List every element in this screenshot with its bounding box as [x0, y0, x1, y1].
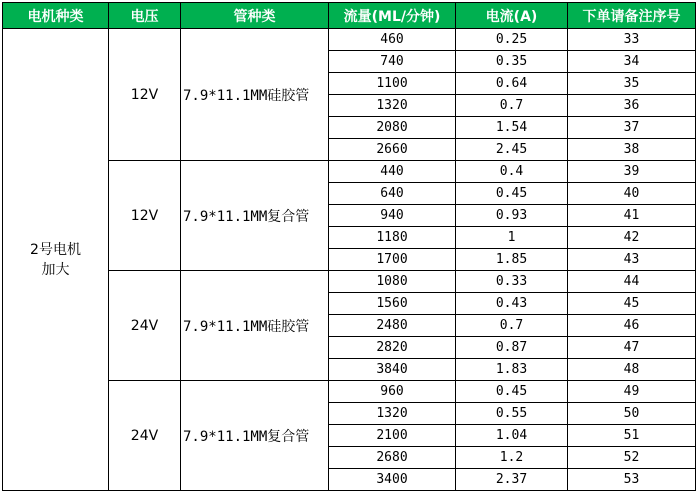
serial-cell: 37: [568, 117, 696, 139]
flow-cell: 2080: [329, 117, 456, 139]
flow-cell: 1320: [329, 95, 456, 117]
voltage-cell: 24V: [109, 381, 181, 491]
serial-cell: 43: [568, 249, 696, 271]
flow-cell: 1320: [329, 403, 456, 425]
flow-cell: 1560: [329, 293, 456, 315]
voltage-cell: 24V: [109, 271, 181, 381]
header-motor-type: 电机种类: [3, 3, 109, 29]
tube-type-cell: 7.9*11.1MM复合管: [181, 161, 329, 271]
serial-cell: 49: [568, 381, 696, 403]
current-cell: 0.55: [456, 403, 568, 425]
serial-cell: 46: [568, 315, 696, 337]
current-cell: 0.93: [456, 205, 568, 227]
pump-spec-table: [2, 2, 696, 491]
flow-cell: 1080: [329, 271, 456, 293]
current-cell: 0.7: [456, 95, 568, 117]
flow-cell: 2480: [329, 315, 456, 337]
serial-cell: 33: [568, 29, 696, 51]
current-cell: 0.64: [456, 73, 568, 95]
voltage-cell: 12V: [109, 29, 181, 161]
serial-cell: 48: [568, 359, 696, 381]
current-cell: 0.33: [456, 271, 568, 293]
voltage-cell: 12V: [109, 161, 181, 271]
serial-cell: 39: [568, 161, 696, 183]
header-serial: 下单请备注序号: [568, 3, 696, 29]
current-cell: 1.83: [456, 359, 568, 381]
serial-cell: 40: [568, 183, 696, 205]
flow-cell: 3400: [329, 469, 456, 491]
flow-cell: 1700: [329, 249, 456, 271]
flow-cell: 1100: [329, 73, 456, 95]
header-current: 电流(A): [456, 3, 568, 29]
flow-cell: 740: [329, 51, 456, 73]
motor-type-line1: 2号电机: [30, 241, 81, 258]
serial-cell: 50: [568, 403, 696, 425]
flow-cell: 640: [329, 183, 456, 205]
current-cell: 0.87: [456, 337, 568, 359]
current-cell: 1.04: [456, 425, 568, 447]
table-body: [3, 29, 696, 491]
current-cell: 0.7: [456, 315, 568, 337]
tube-type-cell: 7.9*11.1MM硅胶管: [181, 271, 329, 381]
serial-cell: 44: [568, 271, 696, 293]
table-row: [3, 29, 696, 51]
serial-cell: 47: [568, 337, 696, 359]
tube-type-cell: 7.9*11.1MM复合管: [181, 381, 329, 491]
flow-cell: 940: [329, 205, 456, 227]
current-cell: 0.4: [456, 161, 568, 183]
serial-cell: 42: [568, 227, 696, 249]
current-cell: 0.35: [456, 51, 568, 73]
flow-cell: 2660: [329, 139, 456, 161]
serial-cell: 53: [568, 469, 696, 491]
flow-cell: 2680: [329, 447, 456, 469]
current-cell: 0.25: [456, 29, 568, 51]
current-cell: 2.45: [456, 139, 568, 161]
motor-type-cell: [3, 29, 109, 491]
motor-type-line2: 加大: [41, 261, 70, 278]
current-cell: 2.37: [456, 469, 568, 491]
current-cell: 1.2: [456, 447, 568, 469]
flow-cell: 3840: [329, 359, 456, 381]
header-voltage: 电压: [109, 3, 181, 29]
header-flow: 流量(ML/分钟): [329, 3, 456, 29]
flow-cell: 440: [329, 161, 456, 183]
flow-cell: 2820: [329, 337, 456, 359]
flow-cell: 960: [329, 381, 456, 403]
serial-cell: 38: [568, 139, 696, 161]
serial-cell: 34: [568, 51, 696, 73]
current-cell: 1.85: [456, 249, 568, 271]
header-row: [3, 3, 696, 29]
flow-cell: 1180: [329, 227, 456, 249]
current-cell: 1: [456, 227, 568, 249]
current-cell: 1.54: [456, 117, 568, 139]
tube-type-cell: 7.9*11.1MM硅胶管: [181, 29, 329, 161]
header-tube-type: 管种类: [181, 3, 329, 29]
flow-cell: 460: [329, 29, 456, 51]
current-cell: 0.43: [456, 293, 568, 315]
serial-cell: 51: [568, 425, 696, 447]
current-cell: 0.45: [456, 183, 568, 205]
serial-cell: 41: [568, 205, 696, 227]
serial-cell: 52: [568, 447, 696, 469]
serial-cell: 36: [568, 95, 696, 117]
serial-cell: 45: [568, 293, 696, 315]
flow-cell: 2100: [329, 425, 456, 447]
current-cell: 0.45: [456, 381, 568, 403]
serial-cell: 35: [568, 73, 696, 95]
